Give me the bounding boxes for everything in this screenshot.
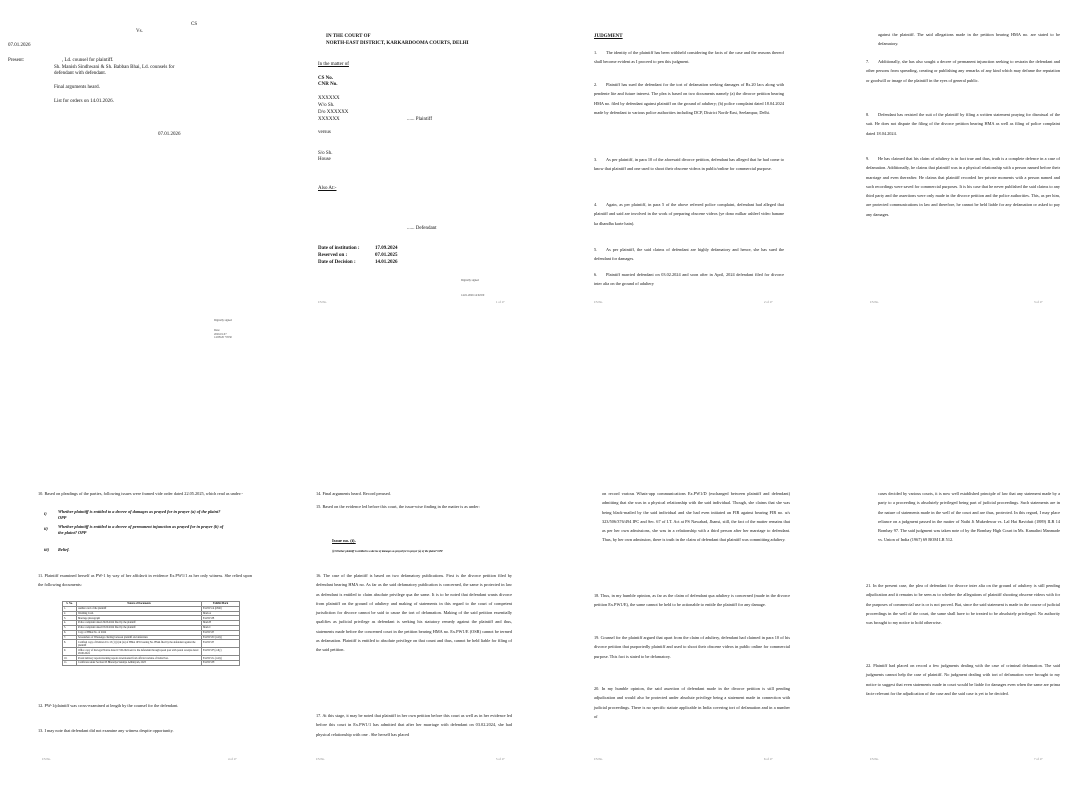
judgment-para-4: 4. Again, as per plaintiff, in para 5 of the above referred police complaint, defendant had alleged that plaintiff and said are involved in the work of preparing obscene videos (ye dono milkar ashleel video banane ka dhandha karte hain). [594, 202, 784, 226]
table-cell-nature: Office copy of the legal Notice dated 17.06.2024 sent to the defendant through speed post with postal receipts dated 28.06.2024 [77, 648, 202, 656]
page-footer-right: 2 of 17 [764, 300, 773, 304]
table-cell-nature: Postal delivery reports/tracking reports downloaded from official website of India Post. [77, 656, 202, 661]
table-cell-sno: 5. [63, 625, 77, 630]
table-header-nature: Nature of Documents [77, 602, 202, 607]
table-cell-exhibit: Ex.PW1/G (colly) [202, 656, 240, 661]
table-cell-sno: 7. [63, 635, 77, 640]
table-cell-exhibit: Ex.PW1/E [202, 640, 240, 648]
plaintiff-line-3: D/o XXXXXX [318, 110, 349, 115]
signature-timestamp: 14.01.2026 14:02:00 [461, 294, 485, 297]
table-cell-sno: 4. [63, 621, 77, 626]
table-cell-sno: 8. [63, 640, 77, 648]
table-row [63, 661, 240, 666]
page-footer-right: 7 of 17 [1034, 757, 1043, 761]
reserved-on-value: 07.01.2025 [375, 253, 398, 258]
table-cell-nature: Copy of HMA No. of 2024 [77, 630, 202, 635]
table-cell-sno: 6. [63, 630, 77, 635]
table-cell-nature: Police complaint dated 05.09.2024 filed by the plaintiff [77, 625, 202, 630]
judgment-heading: JUDGMENT [594, 34, 623, 39]
date-decision-value: 14.01.2026 [375, 260, 398, 265]
judgment-para-7: 7. Additionally, she has also sought a decree of permanent injunction seeking to restrain the defendant and other persons from spreading, creating or publishing any remarks of any kind which may defame the reputation or goodwill or image of the plaintiff in the eyes of general public. [866, 59, 1060, 83]
vs-label: Vs. [136, 29, 143, 34]
in-the-matter-of: In the matter of [318, 62, 349, 67]
present-line-1: , Ld. counsel for plaintiff. [62, 58, 114, 63]
versus-label: versus [318, 130, 331, 135]
issue-1: i) Whether plaintiff is entitled to a decree of damages as prayed for in prayer (a) of the plaint? OPP [44, 509, 221, 520]
date-decision-label: Date of Decision : [318, 260, 356, 265]
judgment-para-22: 22. Plaintiff had placed on record a few judgments dealing with the case of criminal defamation. The said judgments cannot help the case of plaintiff. No judgment dealing with tort of defamation were brought to my notice to suggest that even statements made in court would be liable for damages even when the same are prima facie relevant for the adjudication of the case and the said case is yet to be decided. [866, 663, 1060, 696]
page-footer-right: 6 of 17 [764, 757, 773, 761]
table-cell-sno: 10. [63, 656, 77, 661]
judgment-para-10: 10. Based on pleadings of the parties, following issues were framed vide order dated 22.05.2025, which read as under:- [38, 491, 243, 496]
table-cell-nature: Marriage photograph [77, 616, 202, 621]
page-judgment-4 [268, 399, 536, 798]
table-cell-exhibit: Mark A [202, 611, 240, 616]
court-name-line-2: NORTH-EAST DISTRICT, KARKARDOOMA COURTS, DELHI [326, 41, 469, 46]
page-judgment-6 [804, 399, 1072, 798]
page-footer-right: 1 of 17 [496, 300, 505, 304]
judgment-para-17: 17. At this stage, it may be noted that plaintiff in her own petition before this court as well as in her evidence led before this court in Ex.PW1/1 has admitted that after her marriage with defendant on 03.02.2024, she had physical relationship with one . She herself has placed [316, 713, 512, 737]
issue-3: iii) Relief. [44, 547, 70, 552]
court-name-line-1: IN THE COURT OF [326, 34, 371, 39]
table-header-exhibit: Exhibit/Mark [202, 602, 240, 607]
page-judgment-5 [536, 399, 804, 798]
page-footer-left: CS No. [316, 757, 325, 761]
order-date-right: 07.01.2026 [158, 132, 181, 137]
plaintiff-label: ...... Plaintiff [407, 117, 433, 122]
table-cell-exhibit: Mark C [202, 625, 240, 630]
plaintiff-line-4: XXXXXX [318, 117, 340, 122]
final-args: Final arguments heard. [54, 85, 100, 90]
judgment-para-6: 6. Plaintiff married defendant on 03.02.2024 and soon after in April, 2024 defendant filed for divorce inter alia on the ground of adultery [594, 272, 784, 287]
cs-label: CS [191, 22, 198, 27]
page-lead-text: against the plaintiff. The said allegations made in the petition bearing HMA no. are stated to be defamatory. [878, 32, 1060, 47]
present-line-2: Sh. Manish Sindhwani & Sh. Babban Bhai, Ld. counsels for [54, 65, 175, 70]
list-for-orders: List for orders on 14.01.2026. [54, 99, 114, 104]
table-cell-nature: Police complaint dated 29.06.2024 filed by the plaintiff [77, 621, 202, 626]
judgment-para-14: 14. Final arguments heard. Record perused. [316, 491, 391, 496]
signature-line-1: Digitally signed [214, 319, 232, 322]
judgment-para-1: 1. The identity of the plaintiff has been withheld considering the facts of the case and the reasons thereof shall become evident as I proceed to pen this judgment. [594, 50, 784, 65]
judgment-para-5: 5. As per plaintiff, the said claims of defendant are highly defamatory and hence, she has sued the defendant for damages. [594, 247, 784, 262]
page-footer-right: 3 of 17 [1034, 300, 1043, 304]
table-row [63, 648, 240, 656]
cs-number: CS No. [318, 76, 334, 81]
reserved-on-label: Reserved on : [318, 253, 348, 258]
table-header-sno: S. No. [63, 602, 77, 607]
also-at-label: Also At:- [318, 186, 337, 191]
table-cell-nature: Certificate under Section 63 Bharatiya Sakshya Adhiniyam, 2023 [77, 661, 202, 666]
table-cell-nature: Certified copy of Petition U/s 13 (1) (i) & (ia) of HMA 1955 bearing No. HMA filed by the defendant against the plaintiff [77, 640, 202, 648]
page-footer-right: 4 of 17 [228, 757, 237, 761]
page-cause-title [268, 0, 536, 399]
order-date: 07.01.2026 [8, 43, 31, 48]
judgment-para-12: 12. PW-1/plaintiff was cross-examined at length by the counsel for the defendant. [38, 703, 179, 708]
judgment-para-19: 19. Counsel for the plaintiff argued that apart from the claim of adultery, defendant had claimed in para 10 of his divorce petition that purportedly plaintiff and used to shoot their obscene videos in public online for commercial purpose. This fact is stated to be defamatory. [594, 635, 790, 659]
table-cell-exhibit: Ex.PW1/D (colly) [202, 635, 240, 640]
issue-2: ii) Whether plaintiff is entitled to a decree of permanent injunction as prayed for in prayer (b) of the plaint? OPP [44, 524, 224, 535]
judgment-para-9: 9. He has claimed that his claim of adultery is in fact true and thus, truth is a complete defence in a case of defamation. Additionally, he claims that plaintiff was in a physical relationship with a person named before their marriage and even thereafter. He claims that plaintiff recorded her private moments with a person named and such recordings were saved for commercial purposes. It is his case that he never published the said claims to any third party and the assertions were only made in the divorce petition and the police authorities. This, as per him, are protected communications in law and therefore, he cannot be held liable for any defamation or asked to pay any damages. [866, 156, 1060, 217]
page-footer-left: CS No. [870, 757, 879, 761]
page-footer-left: CS No. [594, 757, 603, 761]
page-judgment-2 [804, 0, 1072, 399]
page-judgment-1 [536, 0, 804, 399]
table-cell-sno: 2. [63, 611, 77, 616]
page-footer-left: CS No. [870, 300, 879, 304]
signature-stamp: Digitally signed [461, 279, 479, 282]
table-cell-sno: 11. [63, 661, 77, 666]
judgment-para-2: 2. Plaintiff has sued the defendant for the tort of defamation seeking damages of Rs.20 lacs along with pendente lite and future interest. The plea is based on two documents namely (a) the divorce petition bearing HMA no. filed by defendant against plaintiff on the ground of adultery; (b) police complaint dated 18.04.2024 made by defendant to various police authorities including DCP, District North-East, Seelampur, Delhi. [594, 82, 784, 115]
documents-table [62, 601, 240, 666]
signature-line-2: Date: [214, 329, 221, 333]
defendant-line-1: S/o Sh. [318, 151, 333, 156]
page-judgment-3 [0, 399, 268, 798]
defendant-label: ...... Defendant [407, 226, 437, 231]
issue-text: (i) Whether plaintiff is entitled to a decree of damages as prayed for in prayer (a) of the plaint? OPP [332, 550, 443, 553]
judgment-para-20: 20. In my humble opinion, the said assertion of defendant made in the divorce petition is still pending adjudication and would also be protected under absolute privilege being a statement made in connection with judicial proceedings. There is no specific statute applicable in India covering tort of defamation and in a number of [594, 686, 790, 719]
issue-heading: Issue no. (i). [332, 538, 356, 543]
judgment-para-16: 16. The case of the plaintiff is based on two defamatory publications. First is the divorce petition filed by defendant bearing HMA no. As far as the said defamatory publication is concerned, the same is protected in law as defendant is entitled to claim absolute privilege qua the same. It is to be noted that defendant wants divorce from plaintiff on the ground of adultery and making of statements in this regard to the court of competent jurisdiction for divorce cannot be said to cause the tort of defamation. Making of the said petition essentially qualifies as judicial privilege as defendant is seeking his statutory remedy against the plaintiff and thus, statements made before the concerned court in the petition bearing HMA no. Ex.PW1/E (OSR) cannot be termed as defamation. Plaintiff is entitled to absolute privilege on that count and thus, cannot be held liable for filing of the said petition. [316, 573, 512, 653]
table-cell-exhibit: Ex.PW1/H [202, 661, 240, 666]
judgment-para-15: 15. Based on the evidence led before this court, the issue-wise finding in the matter is as under: [316, 504, 480, 509]
page-footer-left: CS No. [42, 757, 51, 761]
date-institution-label: Date of institution : [318, 246, 360, 251]
judgment-para-8: 8. Defendant has resisted the suit of the plaintiff by filing a written statement praying for dismissal of the suit. He does not dispute the filing of the divorce petition bearing HMA as well as filing of police complaint dated 18.04.2024. [866, 112, 1060, 136]
judgment-para-13: 13. I may note that defendant did not examine any witness despite opportunity. [38, 728, 174, 733]
defendant-line-2: House [318, 157, 331, 162]
page-footer-left: CS No. [594, 300, 603, 304]
table-cell-nature: Wedding Card. [77, 611, 202, 616]
judgment-para-11: 11. Plaintiff examined herself as PW-1 by way of her affidavit in evidence Ex.PW1/1 as her only witness. She relied upon the following documents: [38, 573, 252, 588]
plaintiff-line-1: XXXXXX [318, 96, 340, 101]
table-cell-nature: Screenshots of WhatsApp chatting between plaintiff and defendant. [77, 635, 202, 640]
page-footer-left: CS No. [318, 300, 327, 304]
table-cell-exhibit: Ex.PW1/A (OSR) [202, 606, 240, 611]
plaintiff-line-2: W/o Sh. [318, 103, 335, 108]
table-cell-sno: 9. [63, 648, 77, 656]
present-label: Present: [8, 58, 25, 63]
judgment-para-21: 21. In the present case, the plea of defendant for divorce inter alia on the ground of adultery is still pending adjudication and it remains to be seen as to whether the allegations of plaintiff shooting obscene videos with for the purposes of commercial use is or is not proved. But, since the said statement is made in the course of judicial proceedings in the well of the court, the same shall have to be treated to be absolutely privileged. No authority was brought to my notice to hold otherwise. [866, 583, 1060, 626]
page-footer-right: 5 of 17 [496, 757, 505, 761]
cnr-number: CNR No. [318, 82, 338, 87]
table-cell-exhibit: Mark B [202, 621, 240, 626]
judgment-para-3: 3. As per plaintiff, in para 10 of the aforesaid divorce petition, defendant has alleged that he had come to know that plaintiff and one used to shoot their obscene videos in public/online for commercial purpose. [594, 157, 784, 172]
present-line-3: defendant with defendant. [54, 71, 107, 76]
table-cell-sno: 1. [63, 606, 77, 611]
table-cell-nature: Aadhar card of the plaintiff [77, 606, 202, 611]
date-institution-value: 17.09.2024 [375, 246, 398, 251]
table-cell-exhibit: Ex.PW1/B [202, 616, 240, 621]
table-row [63, 640, 240, 648]
table-cell-exhibit: Ex.PW1/F (colly) [202, 648, 240, 656]
page-lead-text: cases decided by various courts, it is now well established principle of law that any statement made by a party to a proceeding is absolutely privileged being part of judicial proceedings. Such statements are in the nature of statements made in the well of the court and are thus, protected. In this regard, I may place reliance on a judgment passed in the matter of Nathi Ji Mukedewar vs. Lal Hai Ravidutt (1889) ILR 14 Bombay 97. The said judgment was taken note of by the Bombay High Court in Ms. Kamalini Manmade vs. Union of India (1967) 69 BOM LR 512. [878, 491, 1060, 543]
signature-line-3: 2026.01.07 [214, 332, 227, 336]
table-cell-exhibit: Ex.PW1/E [202, 630, 240, 635]
signature-line-4: 14:08:26 +0530 [214, 336, 232, 340]
digital-signature [214, 319, 274, 340]
page-lead-text: on record various Whats-app communications Ex.PW1/D (exchanged between plaintiff and defendant) admitting that she was in a physical relationship with the said individual. Though, she claims that she was being black-mailed by the said individual and she had even initiated an FIR against bearing FIR no. u/s 323/506/376/494 IPC and Sec. 67 of I.T. Act at PS Nawabad, Jhansi, still, the fact of the matter remains that as per her own admissions, she was in a relationship with a third person after her marriage to defendant. Thus, by her own admission, there is truth in the claim of defendant that plaintiff was committing adultery. [602, 491, 790, 543]
table-cell-sno: 3. [63, 616, 77, 621]
judgment-para-18: 18. Thus, in my humble opinion, as far as the claim of defendant qua adultery is concerned (made in the divorce petition Ex.PW1/E), the same cannot be held to be actionable to entitle the plaintiff for any damage. [594, 593, 790, 608]
